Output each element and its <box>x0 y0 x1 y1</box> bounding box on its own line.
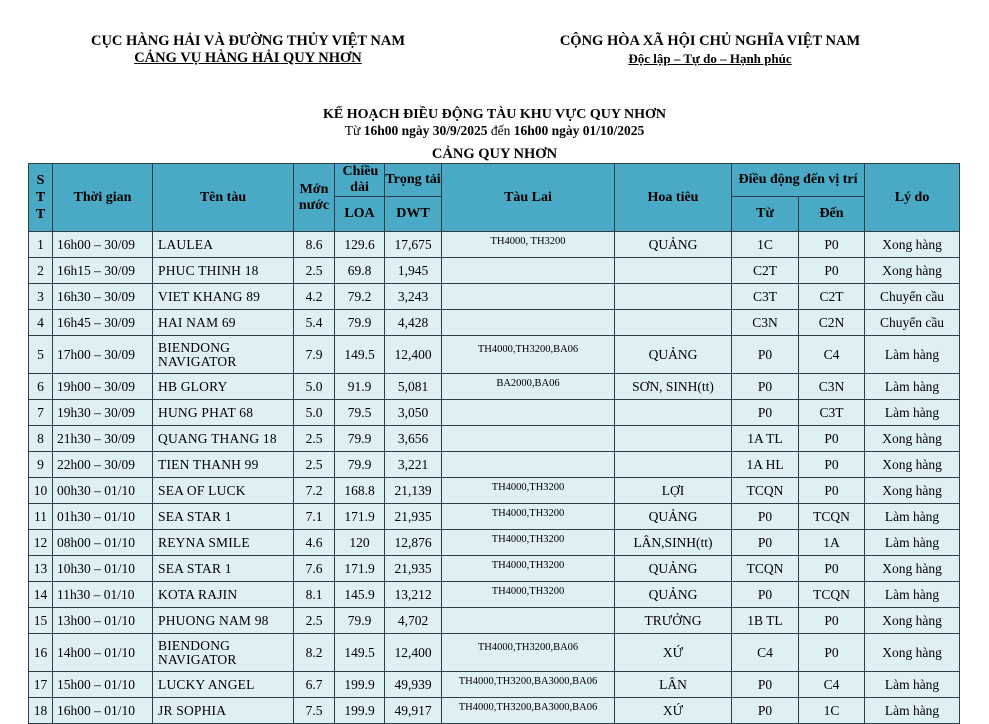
cell-reason: Xong hàng <box>865 608 960 634</box>
table-row <box>29 582 960 608</box>
cell-dwt: 1,945 <box>385 258 442 284</box>
col-header-to: Đến <box>799 197 865 232</box>
cell-pilot <box>615 258 732 284</box>
cell-pilot: LỢI <box>615 478 732 504</box>
cell-time: 11h30 – 01/10 <box>53 582 153 608</box>
cell-stt: 10 <box>29 478 53 504</box>
cell-stt: 14 <box>29 582 53 608</box>
cell-dwt: 3,050 <box>385 400 442 426</box>
cell-reason: Làm hàng <box>865 698 960 724</box>
cell-tug: TH4000,TH3200 <box>442 478 615 504</box>
cell-dwt: 49,939 <box>385 672 442 698</box>
cell-draft: 5.0 <box>294 374 335 400</box>
cell-loa: 171.9 <box>335 504 385 530</box>
table-row <box>29 672 960 698</box>
cell-pilot: TRƯỞNG <box>615 608 732 634</box>
cell-draft: 7.9 <box>294 336 335 374</box>
cell-reason: Làm hàng <box>865 530 960 556</box>
cell-time: 14h00 – 01/10 <box>53 634 153 672</box>
col-header-length: Chiều dài <box>335 164 385 197</box>
cell-from: P0 <box>732 504 799 530</box>
cell-to: P0 <box>799 232 865 258</box>
cell-pilot: XỨ <box>615 634 732 672</box>
cell-from: C4 <box>732 634 799 672</box>
motto: Độc lập – Tự do – Hạnh phúc <box>628 51 792 66</box>
cell-time: 16h15 – 30/09 <box>53 258 153 284</box>
cell-time: 15h00 – 01/10 <box>53 672 153 698</box>
cell-stt: 16 <box>29 634 53 672</box>
cell-loa: 69.8 <box>335 258 385 284</box>
cell-to: C4 <box>799 672 865 698</box>
table-row <box>29 232 960 258</box>
cell-to: 1C <box>799 698 865 724</box>
document-title: KẾ HOẠCH ĐIỀU ĐỘNG TÀU KHU VỰC QUY NHƠN <box>322 107 667 122</box>
cell-reason: Xong hàng <box>865 634 960 672</box>
country-name: CỘNG HÒA XÃ HỘI CHỦ NGHĨA VIỆT NAM <box>559 33 861 49</box>
table-row <box>29 556 960 582</box>
cell-time: 21h30 – 30/09 <box>53 426 153 452</box>
cell-ship-name: HAI NAM 69 <box>153 310 294 336</box>
cell-draft: 7.5 <box>294 698 335 724</box>
period-to-time: 16h00 ngày 01/10/2025 <box>513 123 645 138</box>
table-body <box>29 232 960 724</box>
period-line <box>0 123 989 139</box>
cell-stt: 3 <box>29 284 53 310</box>
cell-pilot: QUẢNG <box>615 582 732 608</box>
cell-tug <box>442 284 615 310</box>
cell-loa: 79.9 <box>335 608 385 634</box>
cell-tug <box>442 452 615 478</box>
cell-ship-name: BIENDONG NAVIGATOR <box>153 634 294 672</box>
period-to-word: đến <box>490 123 511 138</box>
cell-time: 01h30 – 01/10 <box>53 504 153 530</box>
cell-loa: 129.6 <box>335 232 385 258</box>
cell-reason: Xong hàng <box>865 452 960 478</box>
cell-ship-name: LUCKY ANGEL <box>153 672 294 698</box>
cell-reason: Làm hàng <box>865 504 960 530</box>
cell-loa: 145.9 <box>335 582 385 608</box>
cell-tug: TH4000,TH3200,BA06 <box>442 634 615 672</box>
cell-ship-name: VIET KHANG 89 <box>153 284 294 310</box>
cell-tug: BA2000,BA06 <box>442 374 615 400</box>
cell-ship-name: SEA STAR 1 <box>153 556 294 582</box>
cell-time: 17h00 – 30/09 <box>53 336 153 374</box>
cell-from: P0 <box>732 374 799 400</box>
cell-loa: 149.5 <box>335 634 385 672</box>
cell-time: 19h30 – 30/09 <box>53 400 153 426</box>
col-header-move-group: Điều động đến vị trí <box>732 164 865 197</box>
cell-stt: 8 <box>29 426 53 452</box>
cell-from: C2T <box>732 258 799 284</box>
cell-to: P0 <box>799 478 865 504</box>
table-row <box>29 530 960 556</box>
cell-ship-name: QUANG THANG 18 <box>153 426 294 452</box>
cell-from: TCQN <box>732 556 799 582</box>
cell-loa: 79.9 <box>335 310 385 336</box>
cell-to: 1A <box>799 530 865 556</box>
table-row <box>29 374 960 400</box>
cell-loa: 120 <box>335 530 385 556</box>
cell-loa: 79.2 <box>335 284 385 310</box>
cell-reason: Làm hàng <box>865 582 960 608</box>
cell-dwt: 12,400 <box>385 634 442 672</box>
cell-loa: 79.9 <box>335 452 385 478</box>
cell-stt: 9 <box>29 452 53 478</box>
cell-dwt: 13,212 <box>385 582 442 608</box>
cell-reason: Xong hàng <box>865 232 960 258</box>
cell-to: TCQN <box>799 504 865 530</box>
cell-to: C2N <box>799 310 865 336</box>
cell-dwt: 21,935 <box>385 556 442 582</box>
table-row <box>29 310 960 336</box>
cell-stt: 6 <box>29 374 53 400</box>
cell-from: TCQN <box>732 478 799 504</box>
cell-loa: 149.5 <box>335 336 385 374</box>
cell-to: C4 <box>799 336 865 374</box>
cell-dwt: 5,081 <box>385 374 442 400</box>
cell-pilot <box>615 400 732 426</box>
col-header-dwt: Trọng tải <box>385 164 442 197</box>
cell-from: P0 <box>732 672 799 698</box>
col-header-ship: Tên tàu <box>153 164 294 232</box>
cell-from: P0 <box>732 698 799 724</box>
cell-from: C3N <box>732 310 799 336</box>
cell-ship-name: LAULEA <box>153 232 294 258</box>
cell-draft: 7.6 <box>294 556 335 582</box>
cell-ship-name: KOTA RAJIN <box>153 582 294 608</box>
table-row <box>29 504 960 530</box>
cell-dwt: 3,221 <box>385 452 442 478</box>
cell-dwt: 3,243 <box>385 284 442 310</box>
cell-time: 10h30 – 01/10 <box>53 556 153 582</box>
table-row <box>29 400 960 426</box>
cell-dwt: 4,702 <box>385 608 442 634</box>
table-row <box>29 452 960 478</box>
cell-loa: 79.5 <box>335 400 385 426</box>
cell-time: 22h00 – 30/09 <box>53 452 153 478</box>
cell-draft: 8.2 <box>294 634 335 672</box>
cell-stt: 7 <box>29 400 53 426</box>
table-row <box>29 284 960 310</box>
cell-time: 08h00 – 01/10 <box>53 530 153 556</box>
cell-loa: 91.9 <box>335 374 385 400</box>
cell-to: P0 <box>799 426 865 452</box>
cell-reason: Làm hàng <box>865 336 960 374</box>
cell-time: 16h00 – 30/09 <box>53 232 153 258</box>
cell-pilot: QUẢNG <box>615 232 732 258</box>
cell-stt: 18 <box>29 698 53 724</box>
cell-time: 16h45 – 30/09 <box>53 310 153 336</box>
cell-tug: TH4000,TH3200 <box>442 556 615 582</box>
cell-draft: 7.2 <box>294 478 335 504</box>
national-motto <box>530 33 890 67</box>
cell-draft: 6.7 <box>294 672 335 698</box>
cell-from: P0 <box>732 336 799 374</box>
cell-to: P0 <box>799 634 865 672</box>
cell-dwt: 4,428 <box>385 310 442 336</box>
period-from-word: Từ <box>344 123 361 138</box>
cell-dwt: 21,935 <box>385 504 442 530</box>
authority-name: CỤC HÀNG HẢI VÀ ĐƯỜNG THỦY VIỆT NAM <box>90 33 406 49</box>
cell-reason: Xong hàng <box>865 556 960 582</box>
cell-tug: TH4000,TH3200 <box>442 530 615 556</box>
cell-draft: 5.4 <box>294 310 335 336</box>
cell-pilot <box>615 452 732 478</box>
cell-pilot: QUẢNG <box>615 556 732 582</box>
cell-draft: 8.1 <box>294 582 335 608</box>
cell-reason: Chuyển cầu <box>865 310 960 336</box>
cell-tug: TH4000,TH3200,BA3000,BA06 <box>442 672 615 698</box>
cell-reason: Xong hàng <box>865 258 960 284</box>
cell-from: P0 <box>732 530 799 556</box>
cell-loa: 199.9 <box>335 672 385 698</box>
cell-draft: 7.1 <box>294 504 335 530</box>
cell-to: P0 <box>799 608 865 634</box>
table-row <box>29 478 960 504</box>
cell-pilot: LÂN,SINH(tt) <box>615 530 732 556</box>
cell-stt: 5 <box>29 336 53 374</box>
cell-draft: 2.5 <box>294 258 335 284</box>
cell-draft: 5.0 <box>294 400 335 426</box>
cell-dwt: 3,656 <box>385 426 442 452</box>
table-row <box>29 258 960 284</box>
cell-stt: 1 <box>29 232 53 258</box>
table-row <box>29 426 960 452</box>
cell-tug: TH4000,TH3200,BA06 <box>442 336 615 374</box>
cell-from: C3T <box>732 284 799 310</box>
cell-dwt: 12,876 <box>385 530 442 556</box>
cell-to: TCQN <box>799 582 865 608</box>
col-header-reason: Lý do <box>865 164 960 232</box>
cell-reason: Làm hàng <box>865 672 960 698</box>
cell-stt: 4 <box>29 310 53 336</box>
cell-reason: Làm hàng <box>865 400 960 426</box>
cell-dwt: 17,675 <box>385 232 442 258</box>
cell-to: C3T <box>799 400 865 426</box>
col-header-pilot: Hoa tiêu <box>615 164 732 232</box>
cell-from: 1C <box>732 232 799 258</box>
table-row <box>29 336 960 374</box>
cell-reason: Xong hàng <box>865 426 960 452</box>
cell-reason: Chuyển cầu <box>865 284 960 310</box>
cell-ship-name: BIENDONG NAVIGATOR <box>153 336 294 374</box>
cell-tug: TH4000,TH3200,BA3000,BA06 <box>442 698 615 724</box>
cell-to: C3N <box>799 374 865 400</box>
table-row <box>29 634 960 672</box>
cell-to: P0 <box>799 452 865 478</box>
cell-to: P0 <box>799 556 865 582</box>
cell-pilot: QUẢNG <box>615 504 732 530</box>
cell-ship-name: SEA OF LUCK <box>153 478 294 504</box>
cell-stt: 13 <box>29 556 53 582</box>
cell-ship-name: PHUONG NAM 98 <box>153 608 294 634</box>
cell-from: P0 <box>732 582 799 608</box>
cell-ship-name: TIEN THANH 99 <box>153 452 294 478</box>
cell-tug <box>442 258 615 284</box>
col-header-loa: LOA <box>335 197 385 232</box>
port-name: CẢNG QUY NHƠN <box>431 146 558 162</box>
cell-pilot: XỨ <box>615 698 732 724</box>
cell-from: 1A HL <box>732 452 799 478</box>
cell-tug <box>442 608 615 634</box>
cell-stt: 11 <box>29 504 53 530</box>
cell-stt: 12 <box>29 530 53 556</box>
cell-ship-name: PHUC THINH 18 <box>153 258 294 284</box>
cell-ship-name: SEA STAR 1 <box>153 504 294 530</box>
cell-draft: 4.6 <box>294 530 335 556</box>
cell-from: 1A TL <box>732 426 799 452</box>
cell-loa: 171.9 <box>335 556 385 582</box>
cell-pilot: LÂN <box>615 672 732 698</box>
cell-tug <box>442 426 615 452</box>
cell-stt: 2 <box>29 258 53 284</box>
cell-pilot <box>615 310 732 336</box>
col-header-draft: Mớn nước <box>294 164 335 232</box>
cell-tug <box>442 400 615 426</box>
cell-from: 1B TL <box>732 608 799 634</box>
cell-dwt: 21,139 <box>385 478 442 504</box>
cell-loa: 168.8 <box>335 478 385 504</box>
cell-time: 00h30 – 01/10 <box>53 478 153 504</box>
cell-tug: TH4000,TH3200 <box>442 504 615 530</box>
cell-to: C2T <box>799 284 865 310</box>
cell-pilot <box>615 284 732 310</box>
col-header-time: Thời gian <box>53 164 153 232</box>
cell-tug: TH4000, TH3200 <box>442 232 615 258</box>
issuing-authority <box>62 33 434 67</box>
cell-draft: 2.5 <box>294 426 335 452</box>
cell-from: P0 <box>732 400 799 426</box>
table-row <box>29 698 960 724</box>
col-header-tug: Tàu Lai <box>442 164 615 232</box>
cell-ship-name: HUNG PHAT 68 <box>153 400 294 426</box>
cell-dwt: 49,917 <box>385 698 442 724</box>
cell-stt: 17 <box>29 672 53 698</box>
cell-reason: Xong hàng <box>865 478 960 504</box>
cell-dwt: 12,400 <box>385 336 442 374</box>
cell-time: 19h00 – 30/09 <box>53 374 153 400</box>
cell-time: 16h00 – 01/10 <box>53 698 153 724</box>
col-header-stt: S T T <box>29 164 53 232</box>
cell-draft: 8.6 <box>294 232 335 258</box>
cell-tug: TH4000,TH3200 <box>442 582 615 608</box>
cell-ship-name: JR SOPHIA <box>153 698 294 724</box>
port-authority-name: CẢNG VỤ HÀNG HẢI QUY NHƠN <box>134 50 362 66</box>
cell-stt: 15 <box>29 608 53 634</box>
table-row <box>29 608 960 634</box>
cell-reason: Làm hàng <box>865 374 960 400</box>
cell-pilot <box>615 426 732 452</box>
cell-tug <box>442 310 615 336</box>
cell-to: P0 <box>799 258 865 284</box>
cell-pilot: SƠN, SINH(tt) <box>615 374 732 400</box>
cell-time: 13h00 – 01/10 <box>53 608 153 634</box>
cell-time: 16h30 – 30/09 <box>53 284 153 310</box>
cell-draft: 2.5 <box>294 608 335 634</box>
cell-ship-name: REYNA SMILE <box>153 530 294 556</box>
cell-draft: 2.5 <box>294 452 335 478</box>
cell-pilot: QUẢNG <box>615 336 732 374</box>
ship-movement-table <box>28 163 960 724</box>
col-header-dwt-unit: DWT <box>385 197 442 232</box>
cell-draft: 4.2 <box>294 284 335 310</box>
col-header-from: Từ <box>732 197 799 232</box>
cell-loa: 79.9 <box>335 426 385 452</box>
cell-loa: 199.9 <box>335 698 385 724</box>
cell-ship-name: HB GLORY <box>153 374 294 400</box>
period-from-time: 16h00 ngày 30/9/2025 <box>363 123 488 138</box>
